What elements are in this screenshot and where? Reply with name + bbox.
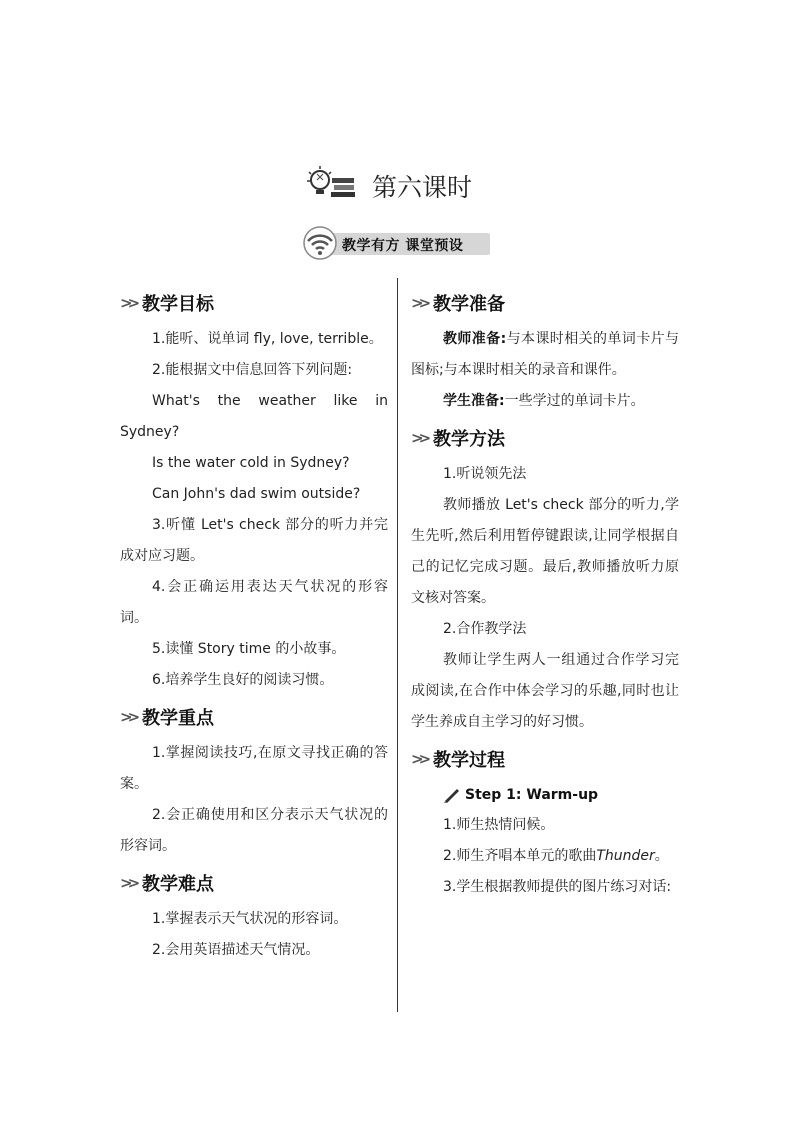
student-preparation: [411, 386, 679, 417]
signal-icon: [300, 226, 340, 260]
difficulty-item: 2.会用英语描述天气情况。: [152, 942, 320, 958]
double-chevron-icon: >>: [120, 874, 136, 892]
right-column: [411, 282, 679, 903]
method-title: 2.合作教学法: [443, 621, 527, 637]
section-heading-keypoints: >> 教学重点: [120, 708, 214, 729]
student-prep-text: 一些学过的单词卡片。: [504, 393, 645, 409]
objective-question: Is the water cold in Sydney?: [152, 455, 350, 471]
step-item: 2.师生齐唱本单元的歌曲Thunder。: [443, 848, 669, 864]
left-column: [120, 282, 388, 966]
double-chevron-icon: >>: [411, 429, 427, 447]
objective-item: 6.培养学生良好的阅读习惯。: [152, 672, 334, 688]
section-heading-difficulties: >> 教学难点: [120, 874, 214, 895]
double-chevron-icon: >>: [411, 750, 427, 768]
section-heading-process: >> 教学过程: [411, 750, 505, 771]
objective-item: 1.能听、说单词 fly, love, terrible。: [152, 331, 383, 347]
method-title: 1.听说领先法: [443, 466, 527, 482]
objective-item: 4.会正确运用表达天气状况的形容词。: [120, 579, 388, 626]
double-chevron-icon: >>: [411, 294, 427, 312]
column-divider: [397, 278, 398, 1012]
method-text: 教师播放 Let's check 部分的听力,学生先听,然后利用暂停键跟读,让同学根据自己的记忆完成习题。最后,教师播放听力原文核对答案。: [411, 497, 679, 606]
objective-item: 2.能根据文中信息回答下列问题:: [152, 362, 353, 378]
keypoint-item: 2.会正确使用和区分表示天气状况的形容词。: [120, 807, 388, 854]
section-heading-methods: >> 教学方法: [411, 429, 505, 450]
double-chevron-icon: >>: [120, 294, 136, 312]
step-heading: Step 1: Warm-up: [411, 780, 679, 810]
double-chevron-icon: >>: [120, 708, 136, 726]
student-prep-label: 学生准备:: [443, 393, 505, 409]
difficulty-item: 1.掌握表示天气状况的形容词。: [152, 911, 348, 927]
keypoint-item: 1.掌握阅读技巧,在原文寻找正确的答案。: [120, 745, 388, 792]
method-text: 教师让学生两人一组通过合作学习完成阅读,在合作中体会学习的乐趣,同时也让学生养成自主学习的好习惯。: [411, 652, 679, 730]
page-title: 第六课时: [372, 173, 473, 202]
objective-item: 3.听懂 Let's check 部分的听力并完成对应习题。: [120, 517, 388, 564]
song-title: Thunder: [596, 848, 655, 864]
objective-question: Can John's dad swim outside?: [152, 486, 361, 502]
objective-question: What's the weather like in Sydney?: [120, 393, 388, 440]
lesson-title-block: [0, 160, 794, 210]
teacher-prep-label: 教师准备:: [443, 331, 507, 347]
step-item: 3.学生根据教师提供的图片练习对话:: [443, 879, 672, 895]
section-heading-preparation: >> 教学准备: [411, 294, 505, 315]
teacher-prep-text: 与本课时相关的单词卡片与图标;与本课时相关的录音和课件。: [411, 331, 679, 378]
objective-item: 5.读懂 Story time 的小故事。: [152, 641, 346, 657]
step-item: 1.师生热情问候。: [443, 817, 555, 833]
banner-label: 教学有方 课堂预设: [342, 238, 464, 254]
section-heading-objectives: >> 教学目标: [120, 294, 214, 315]
pen-icon: [443, 787, 461, 803]
section-banner: [300, 226, 492, 260]
teacher-preparation: [411, 324, 679, 386]
lightbulb-books-icon: [304, 164, 360, 200]
